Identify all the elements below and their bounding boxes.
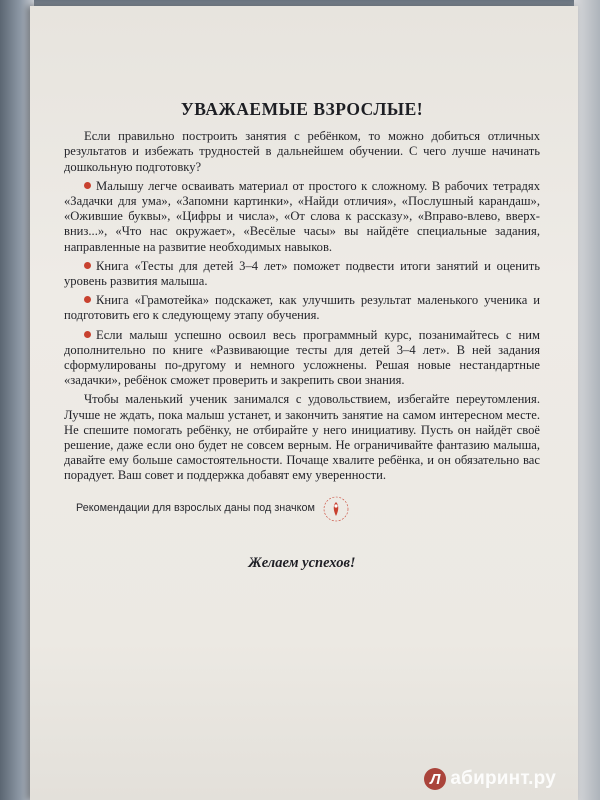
bullet-text: Книга «Грамотейка» подскажет, как улучшить результат маленького ученика и подготовить его к следующему этапу обучения. — [64, 293, 540, 323]
bullet-paragraph — [64, 328, 540, 389]
labirint-logo-icon: Л — [424, 768, 446, 790]
bullet-paragraph — [64, 259, 540, 289]
background-left — [0, 0, 34, 800]
closing-paragraph: Чтобы маленький ученик занимался с удовольствием, избегайте переутомления. Лучше не ждать, пока малыш устанет, и закончить занятие на самом интересном месте. Не спешите помогать ребёнку, не отбирайте у него инициативу. Пусть он найдёт своё решение, даже если оно будет не совсем верным. Не ограничивайте фантазию малыша, давайте ему больше самостоятельности. Почаще хвалите ребёнка, и он обязательно вас порадует. Ваш совет и поддержка добавят ему уверенности. — [64, 392, 540, 483]
watermark-text: абиринт.ру — [450, 768, 556, 789]
bullet-paragraph — [64, 293, 540, 323]
intro-paragraph: Если правильно построить занятия с ребёнком, то можно добиться отличных результатов и избежать трудностей в дальнейшем обучении. С чего лучше начинать дошкольную подготовку? — [64, 129, 540, 174]
bullet-dot-icon — [84, 331, 91, 338]
recommendation-note — [64, 496, 540, 522]
bullet-dot-icon — [84, 296, 91, 303]
book-page — [30, 6, 578, 800]
bullet-text: Если малыш успешно освоил весь программный курс, позанимайтесь с ним дополнительно по книге «Развивающие тесты для детей 3–4 лет». В ней задания сформулированы по-другому и немного усложнены. Решая новые нестандартные «задачки», ребёнок сможет проверить и закрепить свои знания. — [64, 327, 540, 388]
recommendation-text: Рекомендации для взрослых даны под значком — [76, 502, 315, 515]
bullet-dot-icon — [84, 262, 91, 269]
watermark — [424, 768, 556, 790]
page-content — [64, 99, 540, 571]
page-title: УВАЖАЕМЫЕ ВЗРОСЛЫЕ! — [180, 99, 424, 119]
bullet-text: Малышу легче осваивать материал от простого к сложному. В рабочих тетрадях «Задачки для ума», «Запомни картинки», «Найди отличия», «Послушный карандаш», «Ожившие буквы», «Цифры и числа», «От слова к рассказу», «Вправо-влево, вверх-вниз...», «Что нас окружает», «Весёлые часы» вы найдёте специальные задания, направленные на развитие необходимых навыков. — [64, 178, 540, 254]
bullet-dot-icon — [84, 182, 91, 189]
bullet-paragraph — [64, 179, 540, 255]
bullet-text: Книга «Тесты для детей 3–4 лет» поможет подвести итоги занятий и оценить уровень развития малыша. — [64, 258, 540, 289]
for-adults-icon — [323, 496, 349, 522]
closing-wish: Желаем успехов! — [248, 554, 356, 571]
